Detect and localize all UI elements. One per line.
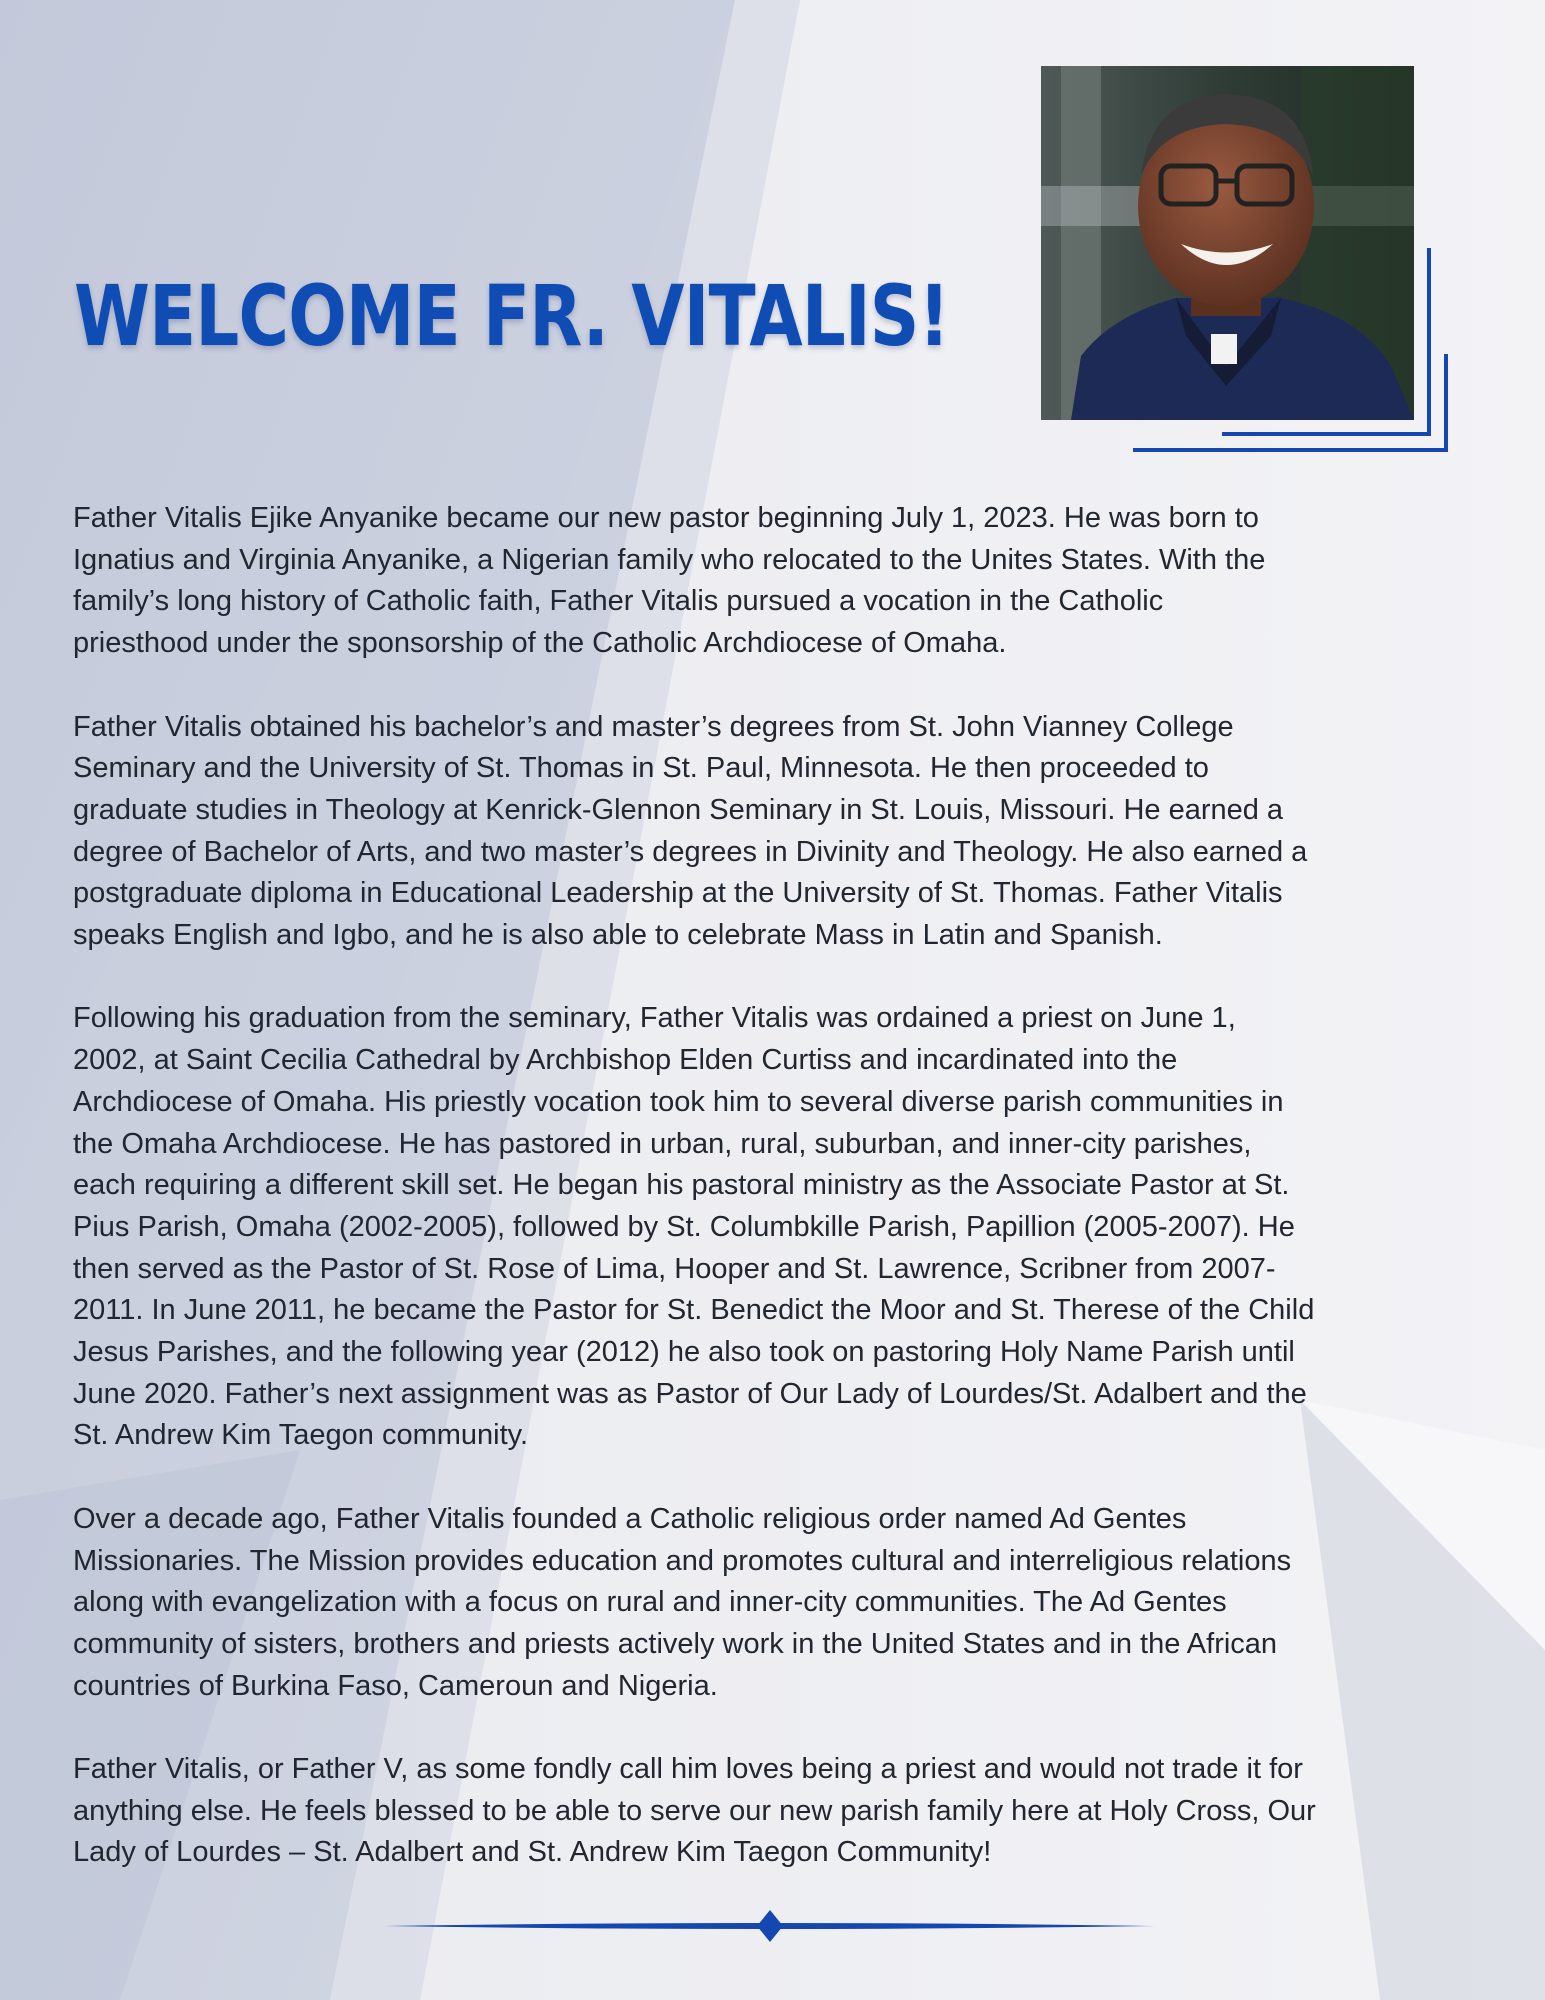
paragraph: Father Vitalis obtained his bachelor’s and master’s degrees from St. John Vianney College Seminary and the University of St. Thomas in St. Paul, Minnesota. He then proceeded to graduate studies in Theology at Kenrick-Glennon Seminary in St. Louis, Missouri. He earned a degree of Bachelor of Arts, and two master’s degrees in Divinity and Theology. He also earned a postgraduate diploma in Educational Leadership at the University of St. Thomas. Father Vitalis speaks English and Igbo, and he is also able to celebrate Mass in Latin and Spanish. bbox=[73, 710, 1308, 952]
frame-line-horizontal-inner bbox=[1222, 432, 1431, 436]
paragraph: Following his graduation from the seminary, Father Vitalis was ordained a priest on June 1, 2002, at Saint Cecilia Cathedral by Archbishop Elden Curtiss and incardinated into the Archdiocese of Omaha. His priestly vocation took him to several diverse parish communities in the Omaha Archdiocese. He has pastored in urban, rural, suburban, and inner-city parishes, each requiring a different skill set. He began his pastoral ministry as the Associate Pastor at St. Pius Parish, Omaha (2002-2005), followed by St. Columbkille Parish, Papillion (2005-2007). He then served as the Pastor of St. Rose of Lima, Hooper and St. Lawrence, Scribner from 2007- 2011. In June 2011, he became the Pastor for St. Benedict the Moor and St. Therese of the Child Jesus Parishes, and the following year (2012) he also took on pastoring Holy Name Parish until June 2020. Father’s next assignment was as Pastor of Our Lady of Lourdes/St. Adalbert and the St. Andrew Kim Taegon community. bbox=[73, 1002, 1315, 1452]
paragraph: Father Vitalis Ejike Anyanike became our new pastor beginning July 1, 2023. He was born to Ignatius and Virginia Anyanike, a Nigerian family who relocated to the Unites States. With the family’s long history of Catholic faith, Father Vitalis pursued a vocation in the Catholic priesthood under the sponsorship of the Catholic Archdiocese of Omaha. bbox=[73, 502, 1266, 660]
portrait-photo bbox=[1041, 66, 1414, 420]
frame-line-vertical-outer bbox=[1444, 354, 1448, 452]
article-body bbox=[73, 498, 1493, 1916]
frame-line-vertical-inner bbox=[1427, 248, 1431, 436]
page-title: WELCOME FR. VITALIS! bbox=[74, 267, 950, 365]
diamond-divider bbox=[385, 1908, 1155, 1944]
paragraph: Father Vitalis, or Father V, as some fondly call him loves being a priest and would not trade it for anything else. He feels blessed to be able to serve our new parish family here at Holy Cross, Our Lady of Lourdes – St. Adalbert and St. Andrew Kim Taegon Community! bbox=[73, 1753, 1316, 1869]
frame-line-horizontal-outer bbox=[1133, 448, 1448, 452]
paragraph: Over a decade ago, Father Vitalis founded a Catholic religious order named Ad Gentes Missionaries. The Mission provides education and promotes cultural and interreligious relations along with evangelization with a focus on rural and inner-city communities. The Ad Gentes community of sisters, brothers and priests actively work in the United States and in the African countries of Burkina Faso, Cameroun and Nigeria. bbox=[73, 1502, 1292, 1702]
